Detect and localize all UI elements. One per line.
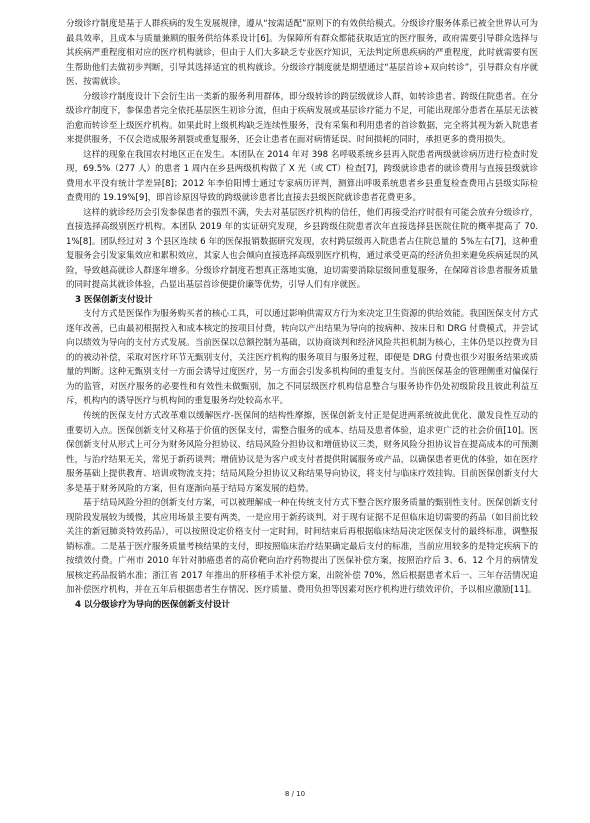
body-paragraph: 分级诊疗制度是基于人群疾病的发生发展规律，遵从“按需适配”原则下的有效供给模式。分级诊疗服务体系已被全世界认可为最具效率，且成本与质量兼顾的服务供给体系设计[6]。为保障所有群众都能获取适宜的医疗服务，政府需要引导群众选择与其疾病严重程度相对应的医疗机构就诊，但由于人们大多缺乏专业医疗知识，无法判定所患疾病的严重程度，此时就需要有医生帮助他们去做初步判断，引导其选择适宜的机构就诊。分级诊疗制度就是期望通过“基层首诊+双向转诊”，引导群众有序就医、按需就诊。 xyxy=(66,19,538,88)
body-paragraph: 这样的现象在我国农村地区正在发生。本团队在 2014 年对 398 名呼吸系统乡县再入院患者两级就诊病历进行检查时发现，69.5%（277 人）的患者 1 周内在乡县两级机构做了 X 光（或 CT）检查[7]，跨级就诊患者的就诊费用与直接县级就诊费用水平没有统计学差异[8]；2012 年李伯阳博士通过专家病历评判，测算出呼吸系统患者乡县重复检查费用占县级实际检查费用的 19.19%[9]，即首诊原因导致的跨级就诊患者比直接去县级医院就诊患者花费更多。 xyxy=(66,149,538,204)
body-paragraph: 分级诊疗制度设计下会衍生出一类新的服务利用群体，即分级转诊的跨层级就诊人群，如转诊患者、跨级住院患者。在分级诊疗制度下，参保患者完全依托基层医生初诊分流，但由于疾病发展或基层诊疗能力不足，可能出现部分患者在基层无法被治愈而转诊至上级医疗机构。如果此时上级机构缺乏连续性服务，没有采集和利用患者的首诊数据，完全将其视为新入院患者来提供服务，不仅会造成服务割裂或重复服务，还会让患者在面对病情延误、时间损耗的同时，承担更多的费用损失。 xyxy=(66,91,538,146)
body-paragraph: 这样的就诊经历会引发参保患者的强烈不满，失去对基层医疗机构的信任，他们再接受治疗时很有可能会放弃分级诊疗，直接选择高级别医疗机构。本团队 2019 年的实证研究发现，乡县跨级住院患者次年直接选择县医院住院的概率提高了 70.1%[8]。团队经过对 3 个县区连续 6 年的医保报销数据研究发现，农村跨层级再入院患者占住院总量的 5%左右[7]，这种重复服务会引发家集效应和累积效应，其家人也会倾向直接选择高级别医疗机构，通过承受更高的经济负担来避免疾病延误的风险，导致越高就诊人群逐年增多。分级诊疗制度若想真正落地实施，迫切需要消除层级间重复服务，在保障首诊患者服务质量的同时提高其就诊体验，凸显出基层首诊便捷价廉等优势，引导人们有序就医。 xyxy=(66,207,538,291)
body-paragraph: 支付方式是医保作为服务购买者的核心工具，可以通过影响供需双方行为来决定卫生资源的供给效能。我国医保支付方式逐年改善，已由最初根据投入和成本核定的按项目付费，转向以产出结果为导向的按病种、按床日和 DRG 付费模式，并尝试向以绩效为导向的支付方式发展。当前医保以总额控制为基础，以协商谈判和经济风险共担机制为核心，主体仍是以控费为目的的被动补偿，采取对医疗环节无甄别支付，关注医疗机构的服务项目与服务过程，即便是 DRG 付费也很少对服务结果或质量的判断。这种无甄别支付一方面会诱导过度医疗，另一方面会引发多机构间的重复支付。当前医保基金的管理侧重对偏保行为的监管，对医疗服务的必要性和有效性未做甄别，加之不同层级医疗机构信息整合与服务协作仍处初级阶段且彼此利益互斥，机构内的诱导医疗与机构间的重复服务均处较高水平。 xyxy=(66,309,538,407)
page-body xyxy=(66,17,538,612)
section-heading: 4 以分级诊疗为导向的医保创新支付设计 xyxy=(75,599,231,610)
body-paragraph: 传统的医保支付方式改革难以缓解医疗-医保间的结构性摩擦，医保创新支付正是促进两系统彼此优化、激发良性互动的重要切入点。医保创新支付又称基于价值的医保支付，需整合服务的成本、结局及患者体验，追求更广泛的社会价值[10]。医保创新支付从形式上可分为财务风险分担协议、结局风险分担协议和增值协议三类，财务风险分担协议旨在提高成本的可预测性，与治疗结果无关，常见于新药谈判；增值协议是为客户或支付者提供附属服务或产品，以确保患者更优的体验，如在医疗服务基础上提供教育、培训或物流支持；结局风险分担协议又称结果导向协议，将支付与临床疗效挂钩。目前医保创新支付大多是基于财务风险的方案，但有逐渐向基于结局方案发展的趋势。 xyxy=(66,411,538,494)
page-number: 8 / 10 xyxy=(284,790,306,798)
section-heading: 3 医保创新支付设计 xyxy=(75,294,153,305)
body-paragraph: 基于结局风险分担的创新支付方案，可以被理解成一种在传统支付方式下整合医疗服务质量的甄别性支付。医保创新支付现阶段发展较为缓慢，其应用场景主要有两类，一是应用于新药谈判，对于现有证据不足但临床迫切需要的药品（如目前比较关注的新冠肺炎特效药品），可以按照设定价格支付一定时间，时间结束后再根据临床结局决定医保支付的最终标准，调整报销标准。二是基于医疗服务质量考核结果的支付，即按照临床治疗结果确定最后支付的标准，当前应用较多的是特定疾病下的按绩效付费。广州市 2010 年针对肺癌患者的高价靶向治疗药物提出了医保补偿方案，按照治疗后 3、6、12 个月的病情发展核定药品报销水准；浙江省 2017 年推出的肝移植手术补偿方案，出院补偿 70%，然后根据患者术后一、三年存活情况追加补偿医疗机构，并在五年后根据患者生存情况、医疗质量、费用负担等因素对医疗机构进行绩效评价，予以相应激励[11]。 xyxy=(66,498,538,596)
